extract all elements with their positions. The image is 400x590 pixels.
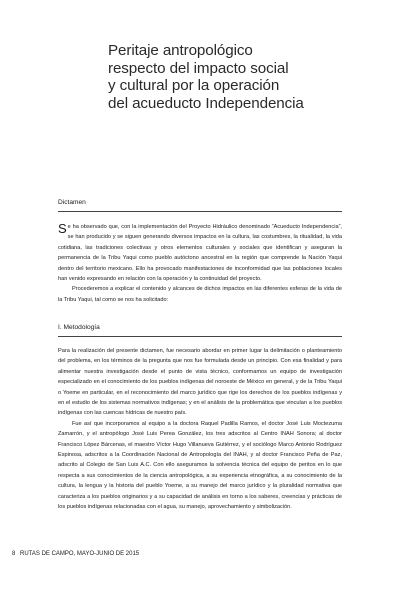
title-line-1: Peritaje antropológico bbox=[108, 42, 253, 59]
article-title bbox=[108, 42, 358, 112]
page-number: 8 bbox=[12, 551, 16, 557]
section-divider bbox=[58, 336, 342, 337]
drop-cap: S bbox=[58, 221, 67, 236]
metodologia-body bbox=[58, 346, 342, 513]
section-heading-dictamen: Dictamen bbox=[58, 199, 86, 206]
title-line-4: del acueducto Independencia bbox=[108, 94, 304, 112]
dictamen-paragraph-1 bbox=[58, 222, 342, 284]
title-line-2: respecto del impacto social bbox=[108, 59, 289, 77]
publication-name: RUTAS DE CAMPO, MAYO-JUNIO DE 2015 bbox=[20, 551, 140, 557]
section-divider bbox=[58, 211, 342, 212]
dictamen-paragraph-2: Procederemos a explicar el contenido y alcances de dichos impactos en las diferentes esferas de la vida de la Tribu Yaqui, tal como se nos ha solicitado: bbox=[58, 286, 342, 303]
dictamen-paragraph-1-text: e ha observado que, con la implementación del Proyecto Hidráulico denominado “Acueducto Independencia”, se han producido y se siguen generando diversos impactos en la cultura, las costumbres, la ritualidad, la vida cotidiana, las tradiciones colectivas y otros elementos culturales y sociales que identifican y aseguran la permanencia de la Tribu Yaqui como pueblo autóctono ancestral en la región que comprende la Nación Yaqui dentro del territorio mexicano. Ello ha provocado manifestaciones de inconformidad que las poblaciones locales han venido expresando en relación con la operación y la continuidad del proyecto. bbox=[58, 224, 342, 283]
page-footer bbox=[12, 551, 139, 557]
dictamen-body bbox=[58, 222, 342, 305]
section-heading-metodologia: I. Metodología bbox=[58, 324, 100, 331]
metodologia-paragraph-1: Para la realización del presente dictamen, fue necesario abordar en primer lugar la delimitación o planteamiento del problema, en los términos de la pregunta que nos fue formulada desde un principio. Con esa finalidad y para alimentar nuestra investigación desde el punto de vista técnico, conformamos un equipo de investigación especializado en el conocimiento de los pueblos indígenas del noroeste de México en general, y de la Tribu Yaqui o Yoeme en particular, en el reconocimiento del marco jurídico que rige los derechos de los pueblos indígenas y en el estudio de los sistemas normativos indígenas; y en el análisis de la problemática que vinculan a los pueblos indígenas con las cuencas hídricas de nuestro país. bbox=[58, 348, 342, 417]
title-line-3: y cultural por la operación bbox=[108, 77, 280, 95]
metodologia-paragraph-2: Fue así que incorporamos al equipo a la doctora Raquel Padilla Ramos, el doctor José Luis Moctezuma Zamarrón, y el antropólogo José Luis Perea González, los tres adscritos al Centro INAH Sonora; al doctor Francisco López Bárcenas, el maestro Víctor Hugo Villanueva Gutiérrez, y el sociólogo Marco Antonio Rodríguez Espinosa, adscritos a la Coordinación Nacional de Antropología del INAH, y al doctor Francisco Peña de Paz, adscrito al Colegio de San Luis A.C. Con ello aseguramos la solvencia técnica del equipo de peritos en lo que respecta a sus conocimientos de la ciencia antropológica, a su experiencia etnográfica, a su conocimiento de la cultura, la lengua y la historia del pueblo Yoeme, a su manejo del marco jurídico y la pluralidad normativa que caracteriza a los pueblos originarios y a su capacidad de análisis en torno a los saberes, creencias y prácticas de los pueblos indígenas relacionadas con el agua, su manejo, aprovechamiento y simbolización. bbox=[58, 420, 342, 511]
